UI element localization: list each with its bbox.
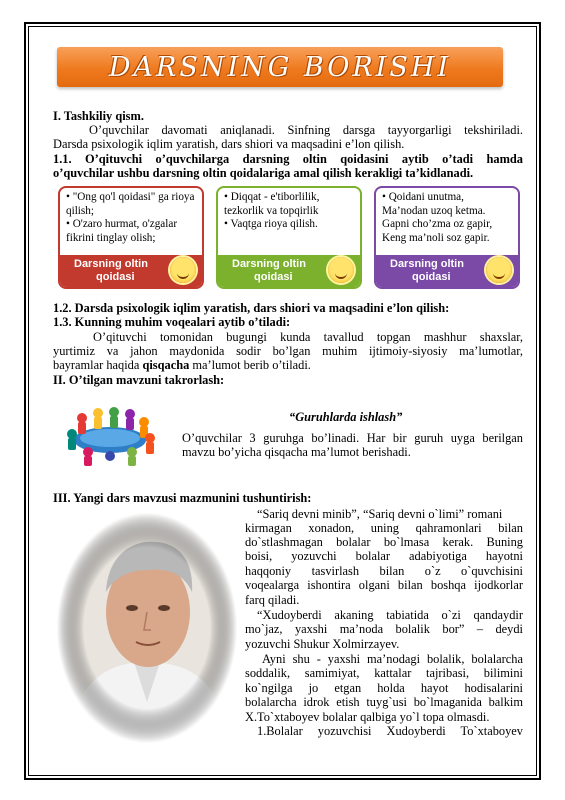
author-portrait-photo bbox=[56, 512, 238, 744]
events-paragraph-line-1: O’qituvchi tomonidan bugungi kunda tavallud topgan mashhur shaxslar, bbox=[93, 330, 523, 344]
section-3-line: boisi, yozuvchi bolalar adabiyotiga hayotni bbox=[245, 549, 523, 563]
section-3-line: mo`jaz, yaxshi ma’noda bolalik bor” – deydi bbox=[245, 622, 523, 636]
heading-1-1-line-1: 1.1. O’qituvchi o’quvchilarga darsning oltin qoidasini aytib o’tadi hamda bbox=[53, 152, 523, 166]
rule-card-2-item-1: • Diqqat - e'tiborlilik, tezkorlik va topqirlik bbox=[224, 191, 320, 217]
section-2-paragraph-line-2: mavzu bo’yicha qisqacha ma’lumot berishadi. bbox=[182, 445, 411, 459]
rule-card-3 bbox=[374, 186, 520, 289]
smiley-sun-icon bbox=[328, 257, 354, 283]
section-3-line: soddalik, samimiyat, kattalar tajribasi, bilimini bbox=[245, 666, 523, 680]
rule-card-2-footer: Darsning oltin qoidasi bbox=[218, 255, 360, 287]
section-3-line: farq qiladi. bbox=[245, 593, 300, 607]
section-3-line: kirmagan xonadon, uning qahramonlari bilan bbox=[245, 521, 523, 535]
section-3-line: do`stlashmagan bolalar bo`lmasa kerak. Buning bbox=[245, 535, 523, 549]
section-3-line: X.To`xtaboyev bolalar qalbiga yo`l topa olmasdi. bbox=[245, 710, 490, 724]
section-3-line: “Xudoyberdi akaning tabiatida o`zi qandaydir bbox=[257, 608, 523, 622]
group-meeting-illustration bbox=[62, 404, 158, 466]
section-3-line: “Sariq devni minib”, “Sariq devni o`limi” romani bbox=[257, 507, 503, 521]
section-2-paragraph-line-1: O’quvchilar 3 guruhga bo’linadi. Har bir guruh uyga berilgan bbox=[182, 431, 523, 445]
section-3-line: voqealarga ishontira olgani bilan boshqa ijodkorlar bbox=[245, 578, 523, 592]
heading-1-2: 1.2. Darsda psixologik iqlim yaratish, dars shiori va maqsadini e’lon qilish: bbox=[53, 301, 450, 315]
rule-card-1-footer: Darsning oltin qoidasi bbox=[60, 255, 202, 287]
smiley-sun-icon bbox=[170, 257, 196, 283]
golden-rules-cards bbox=[58, 186, 520, 291]
section-2-heading: II. O’tilgan mavzuni takrorlash: bbox=[53, 373, 225, 387]
rule-card-1 bbox=[58, 186, 204, 289]
rule-card-2 bbox=[216, 186, 362, 289]
section-3-line: 1.Bolalar yozuvchisi Xudoyberdi To`xtaboyev bbox=[257, 724, 523, 738]
heading-1-3: 1.3. Kunning muhim voqealari aytib o’tiladi: bbox=[53, 315, 291, 329]
rule-card-3-footer: Darsning oltin qoidasi bbox=[376, 255, 518, 287]
rule-card-3-item-1: • Qoidani unutma, Ma’nodan uzoq ketma. Gapni cho’zma oz gapir, Keng ma’noli soz gapir. bbox=[382, 191, 493, 244]
method-title: “Guruhlarda ishlash” bbox=[289, 410, 403, 424]
title-banner bbox=[57, 47, 503, 87]
section-3-line: Ayni shu - yaxshi ma’nodagi bolalik, bolalarcha bbox=[262, 652, 523, 666]
smiley-sun-icon bbox=[486, 257, 512, 283]
section-1-heading: I. Tashkiliy qism. bbox=[53, 109, 144, 123]
section-1-paragraph: O’quvchilar davomati aniqlanadi. Sinfning darsga tayyorgarligi tekshiriladi. bbox=[89, 123, 523, 137]
banner-title: DARSNING BORISHI bbox=[108, 51, 452, 83]
rule-card-1-item-2: • O'zaro hurmat, o'zgalar fikrini tinglay olish; bbox=[66, 218, 178, 244]
section-3-line: yozuvchi Shukur Xolmirzayev. bbox=[245, 637, 400, 651]
section-3-line: bolalarcha idrok etish tuyg`usi bo`lmaganida balkim bbox=[245, 695, 523, 709]
heading-1-1-line-2: o’quvchilar ushbu darsning oltin qoidalariga amal qilish kerakligi ta’kidlanadi. bbox=[53, 166, 474, 180]
section-1-line: Darsda psixologik iqlim yaratish, dars shiori va maqsadini e’lon qilish. bbox=[53, 137, 405, 151]
section-3-line: ko`ngilga jo etgan holda hayot hodisalarini bbox=[245, 681, 523, 695]
events-paragraph-line-3: bayramlar haqida qisqacha ma’lumot berib o’tiladi. bbox=[53, 358, 311, 372]
events-paragraph-line-2: yurtimiz va jahon maydonida sodir bo’lgan muhim ijtimoiy-siyosiy ma’lumotlar, bbox=[53, 344, 523, 358]
rule-card-1-item-1: • "Ong qo'l qoidasi" ga rioya qilish; bbox=[66, 191, 195, 217]
rule-card-2-item-2: • Vaqtga rioya qilish. bbox=[224, 218, 318, 230]
section-3-line: haqqoniy tasvirlash bilan o`z o`quvchisini bbox=[245, 564, 523, 578]
section-3-heading: III. Yangi dars mavzusi mazmunini tushuntirish: bbox=[53, 491, 312, 505]
